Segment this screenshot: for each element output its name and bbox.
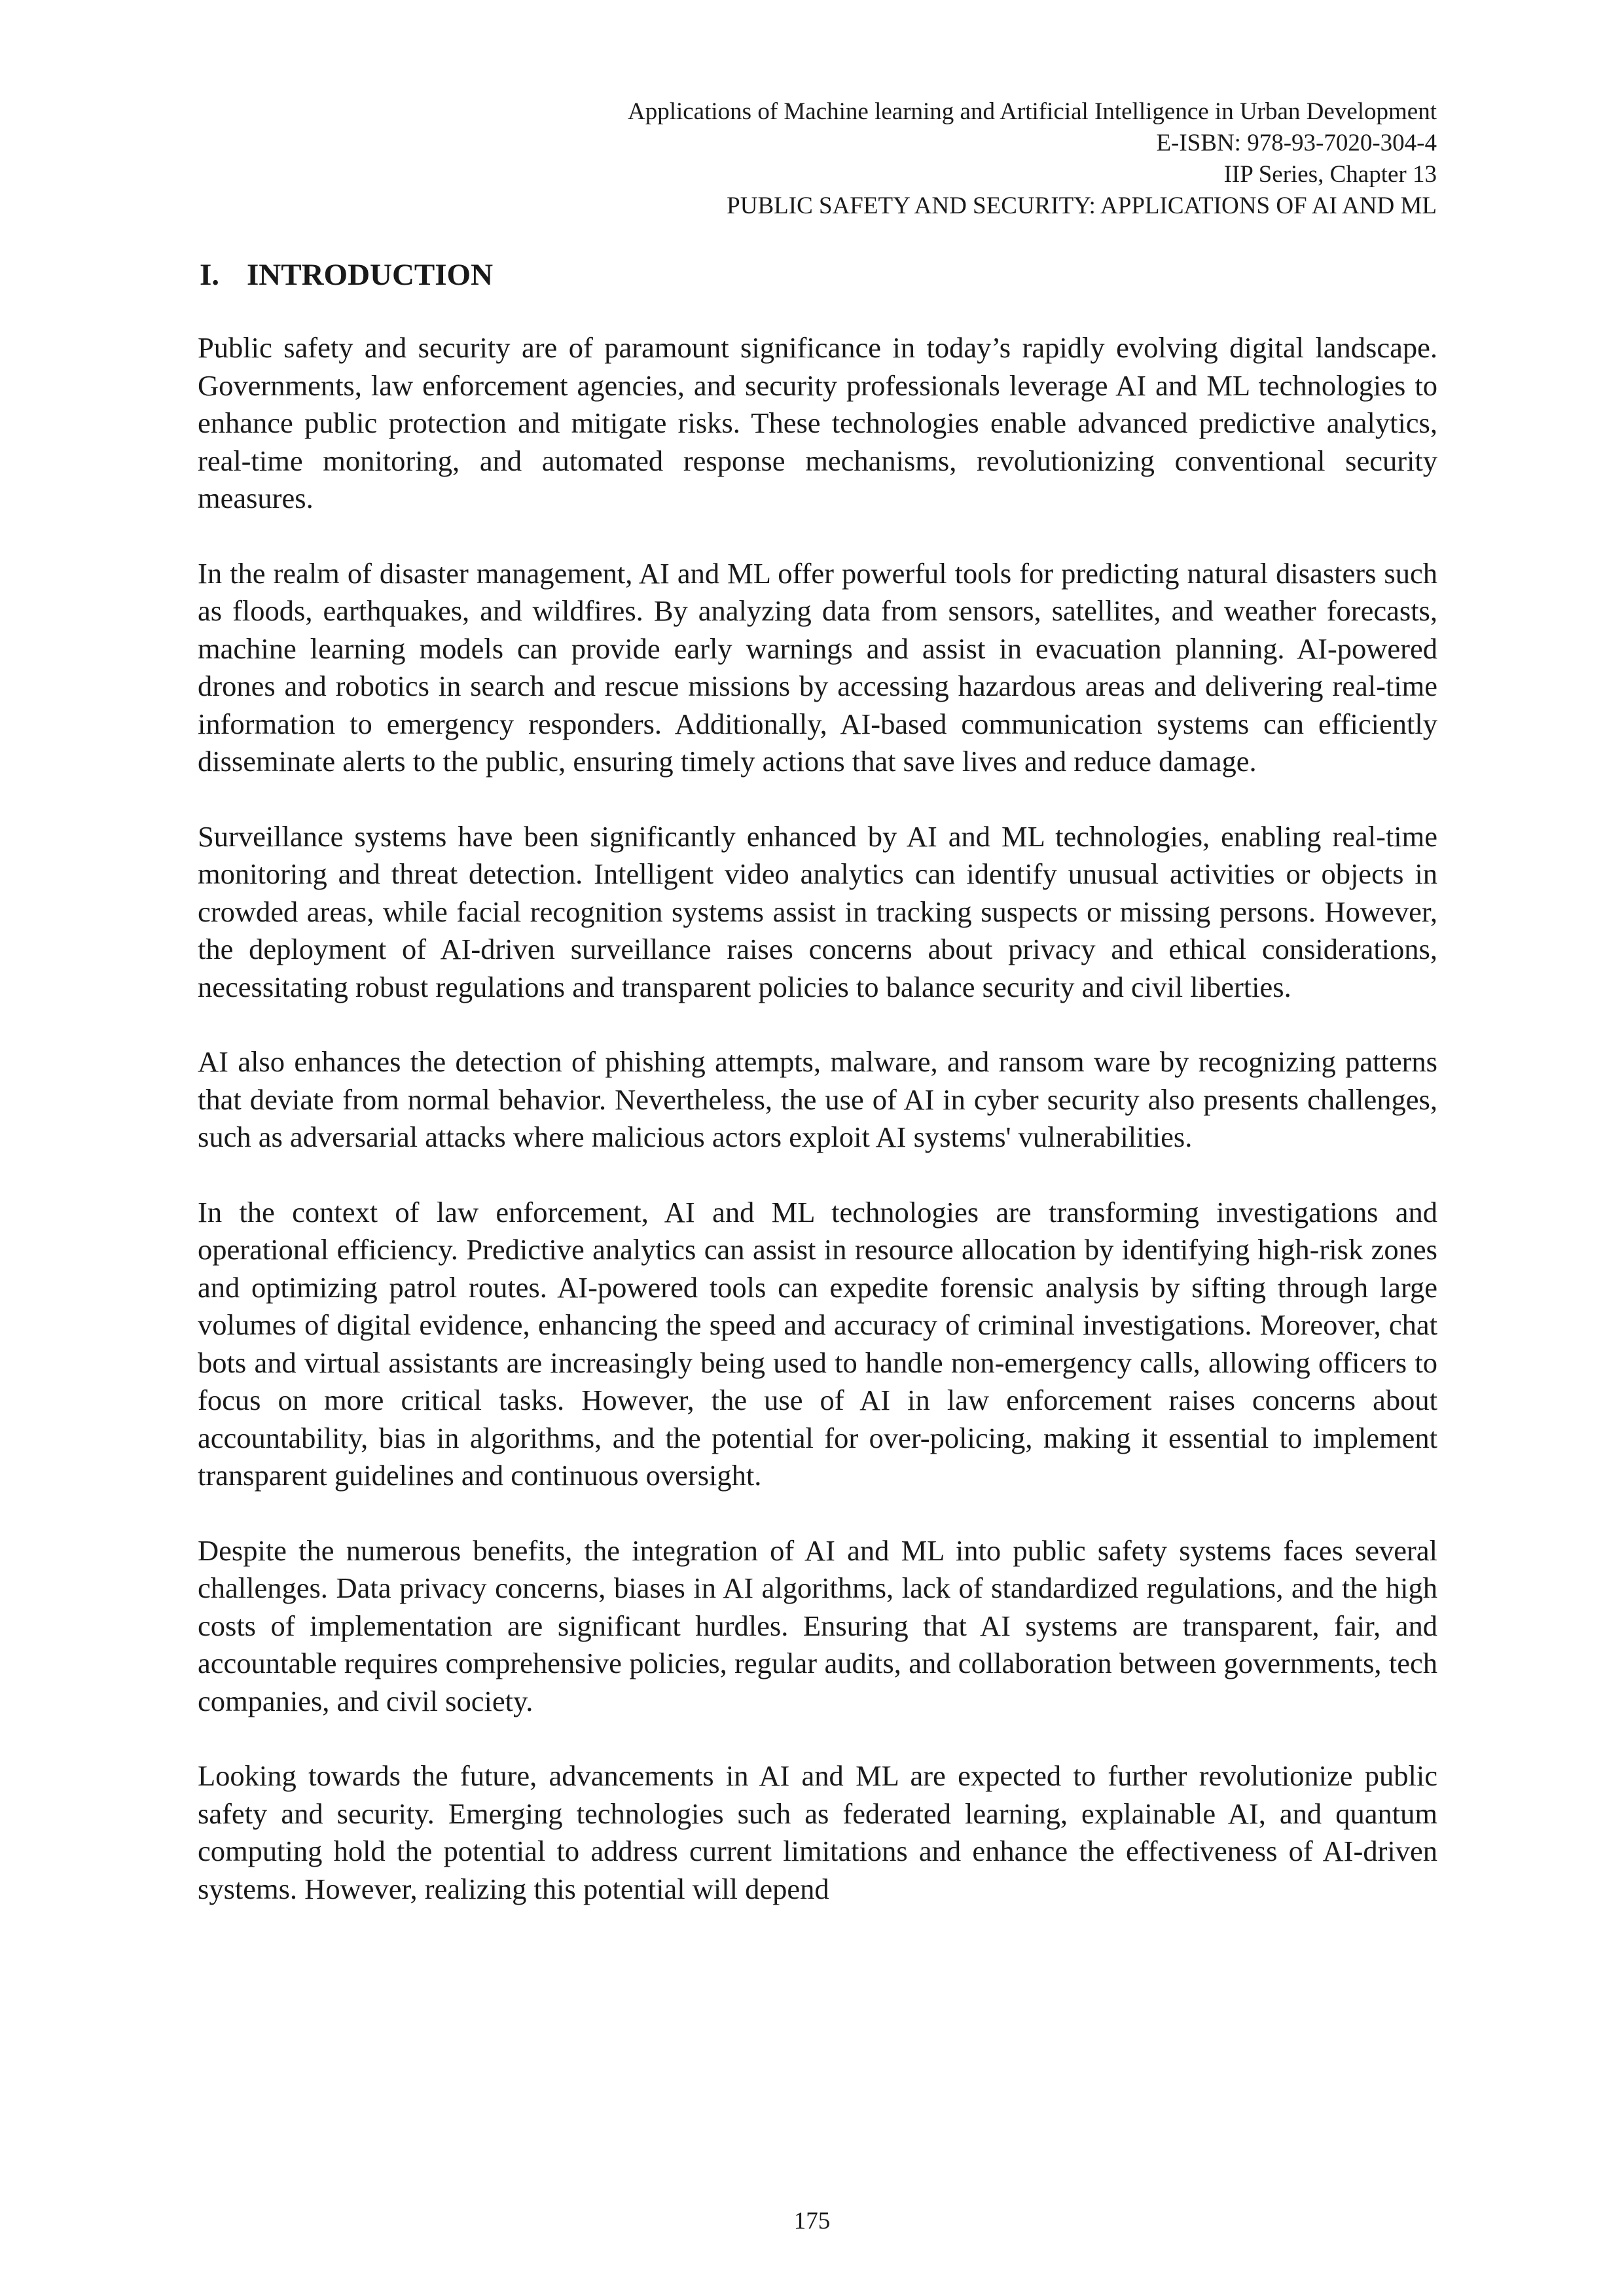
paragraph-surveillance: Surveillance systems have been significantly enhanced by AI and ML technologies, enabling real-time monitoring and threat detection. Intelligent video analytics can identify unusual activities or objects in crowded areas, while facial recognition systems assist in tracking suspects or missing persons. However, the deployment of AI-driven surveillance raises concerns about privacy and ethical considerations, necessitating robust regulations and transparent policies to balance security and civil liberties.	[198, 819, 1437, 1003]
paragraph-law-enforcement: In the context of law enforcement, AI and ML technologies are transforming investigations and operational efficiency. Predictive analytics can assist in resource allocation by identifying high-risk zones and optimizing patrol routes. AI-powered tools can expedite forensic analysis by sifting through large volumes of digital evidence, enhancing the speed and accuracy of criminal investigations. Moreover, chat bots and virtual assistants are increasingly being used to handle non-emergency calls, allowing officers to focus on more critical tasks. However, the use of AI in law enforcement raises concerns about accountability, bias in algorithms, and the potential for over-policing, making it essential to implement transparent guidelines and continuous oversight.	[198, 1195, 1437, 1492]
body-text	[198, 329, 1437, 1945]
section-number: I.	[200, 258, 220, 292]
header-series: IIP Series, Chapter 13	[1223, 161, 1437, 188]
paragraph-public-safety-intro: Public safety and security are of paramount significance in today’s rapidly evolving digital landscape. Governments, law enforcement agencies, and security professionals leverage AI and ML technologies to enhance public protection and mitigate risks. These technologies enable advanced predictive analytics, real-time monitoring, and automated response mechanisms, revolutionizing conventional security measures.	[198, 331, 1437, 514]
running-header	[458, 96, 1437, 222]
paragraph-cyber-security: AI also enhances the detection of phishing attempts, malware, and ransom ware by recognizing patterns that deviate from normal behavior. Nevertheless, the use of AI in cyber security also presents challenges, such as adversarial attacks where malicious actors exploit AI systems' vulnerabilities.	[198, 1045, 1437, 1153]
section-title: INTRODUCTION	[247, 258, 494, 292]
section-heading	[200, 255, 493, 295]
paragraph-challenges: Despite the numerous benefits, the integration of AI and ML into public safety systems faces several challenges. Data privacy concerns, biases in AI algorithms, lack of standardized regulations, and the high costs of implementation are significant hurdles. Ensuring that AI systems are transparent, fair, and accountable requires comprehensive policies, regular audits, and collaboration between governments, tech companies, and civil society.	[198, 1534, 1437, 1717]
header-book-title: Applications of Machine learning and Artificial Intelligence in Urban Development	[627, 98, 1437, 125]
header-chapter-title: PUBLIC SAFETY AND SECURITY: APPLICATIONS OF AI AND ML	[727, 192, 1437, 219]
paragraph-future: Looking towards the future, advancements in AI and ML are expected to further revolutionize public safety and security. Emerging technologies such as federated learning, explainable AI, and quantum computing hold the potential to address current limitations and enhance the effectiveness of AI-driven systems. However, realizing this potential will depend	[198, 1759, 1437, 1905]
header-isbn: E-ISBN: 978-93-7020-304-4	[1156, 130, 1437, 156]
paragraph-disaster-management: In the realm of disaster management, AI and ML offer powerful tools for predicting natural disasters such as floods, earthquakes, and wildfires. By analyzing data from sensors, satellites, and weather forecasts, machine learning models can provide early warnings and assist in evacuation planning. AI-powered drones and robotics in search and rescue missions by accessing hazardous areas and delivering real-time information to emergency responders. Additionally, AI-based communication systems can efficiently disseminate alerts to the public, ensuring timely actions that save lives and reduce damage.	[198, 556, 1437, 778]
page-number: 175	[793, 2208, 831, 2234]
